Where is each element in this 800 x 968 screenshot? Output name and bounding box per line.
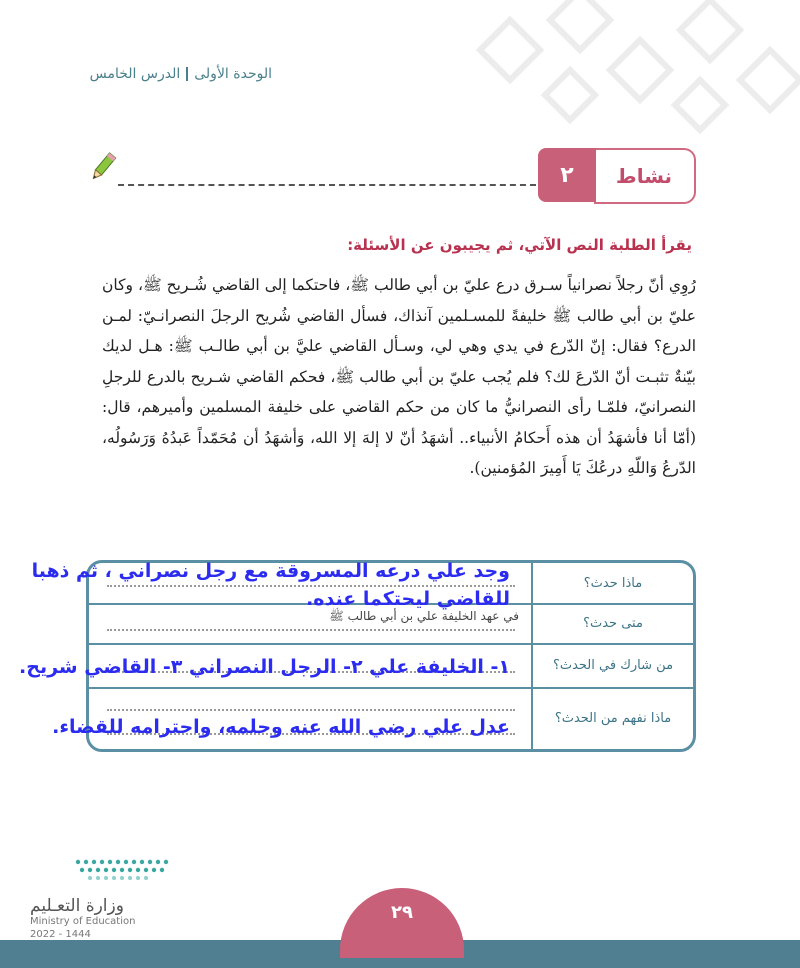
handwritten-answer: عدل علي رضي الله عنه وحلمه، واحترامه للقضاء. <box>52 716 510 738</box>
reading-passage: رُوِي أنّ رجلاً نصرانياً سـرق درع عليّ بن أبي طالب ﷺ، فاحتكما إلى القاضي شُـريح ﷺ، وكان عليّ بن أبي طالب ﷺ خليفةً للمسـلمين آنذاك، فسأل القاضي شُريح الرجلَ النصرانـيّ: لمـن الدرع؟ فقال: إنّ الدّرع في يدي وهي لي، وسـأل القاضي عليَّ بن أبي طالـب ﷺ: هـل لديك بيّنةٌ تثبـت أنّ الدّرعَ لك؟ فلم يُجب عليّ بن أبي طالب ﷺ، فحكم القاضي شـريح بالدرع للرجلِ النصرانيّ، فلمّـا رأى النصرانيُّ ما كان من حكم القاضي على خليفة المسلمين وأميرهم، قال: (أمّا أنا فأشهَدُ أن هذه أَحكامُ الأنبياء.. أشهَدُ أنّ لا إلهَ إلا الله، وَأشهَدُ أن مُحَمّداً عَبدُهُ وَرَسُولُه، الدّرعُ وَاللّهِ درعُكَ يَا أَمِيرَ المُؤمنين). <box>102 276 696 477</box>
activity-header <box>536 148 696 204</box>
ministry-name-english: Ministry of Education <box>30 916 136 927</box>
breadcrumb-unit: الوحدة الأولى <box>194 66 272 82</box>
dashed-divider <box>118 184 536 186</box>
instruction-text: يقرأ الطلبة النص الآتي، ثم يجيبون عن الأسئلة: <box>347 236 692 254</box>
ministry-name-arabic: وزارة التعـليم <box>30 896 124 916</box>
page-number: ٢٩ <box>340 888 464 958</box>
dotted-line <box>107 709 515 711</box>
printed-answer: في عهد الخليفة علي بن أبي طالب ﷺ <box>329 609 519 623</box>
breadcrumb <box>90 66 272 82</box>
activity-label: نشاط <box>594 148 696 204</box>
breadcrumb-lesson: الدرس الخامس <box>89 66 181 82</box>
question-label: ماذا نفهم من الحدث؟ <box>531 687 693 749</box>
question-label: متى حدث؟ <box>531 603 693 643</box>
question-label: ماذا حدث؟ <box>531 563 693 603</box>
dotted-line <box>107 585 515 587</box>
dotted-line <box>107 629 515 631</box>
handwritten-answer: للقاضي ليحتكما عنده. <box>306 588 510 610</box>
handwritten-answer: وجد علي درعه المسروقة مع رجل نصراني ، ثم ذهبا <box>31 560 510 582</box>
question-label: من شارك في الحدث؟ <box>531 643 693 687</box>
edition-year: 2022 - 1444 <box>30 929 91 940</box>
handwritten-answer: ١- الخليفة علي ٢- الرجل النصراني ٣- القاضي شريح. <box>19 656 510 678</box>
breadcrumb-separator <box>186 67 188 81</box>
ministry-logo-icon <box>30 852 180 892</box>
pencil-icon <box>86 150 120 184</box>
activity-number: ٢ <box>538 148 596 202</box>
background-pattern <box>470 0 800 150</box>
